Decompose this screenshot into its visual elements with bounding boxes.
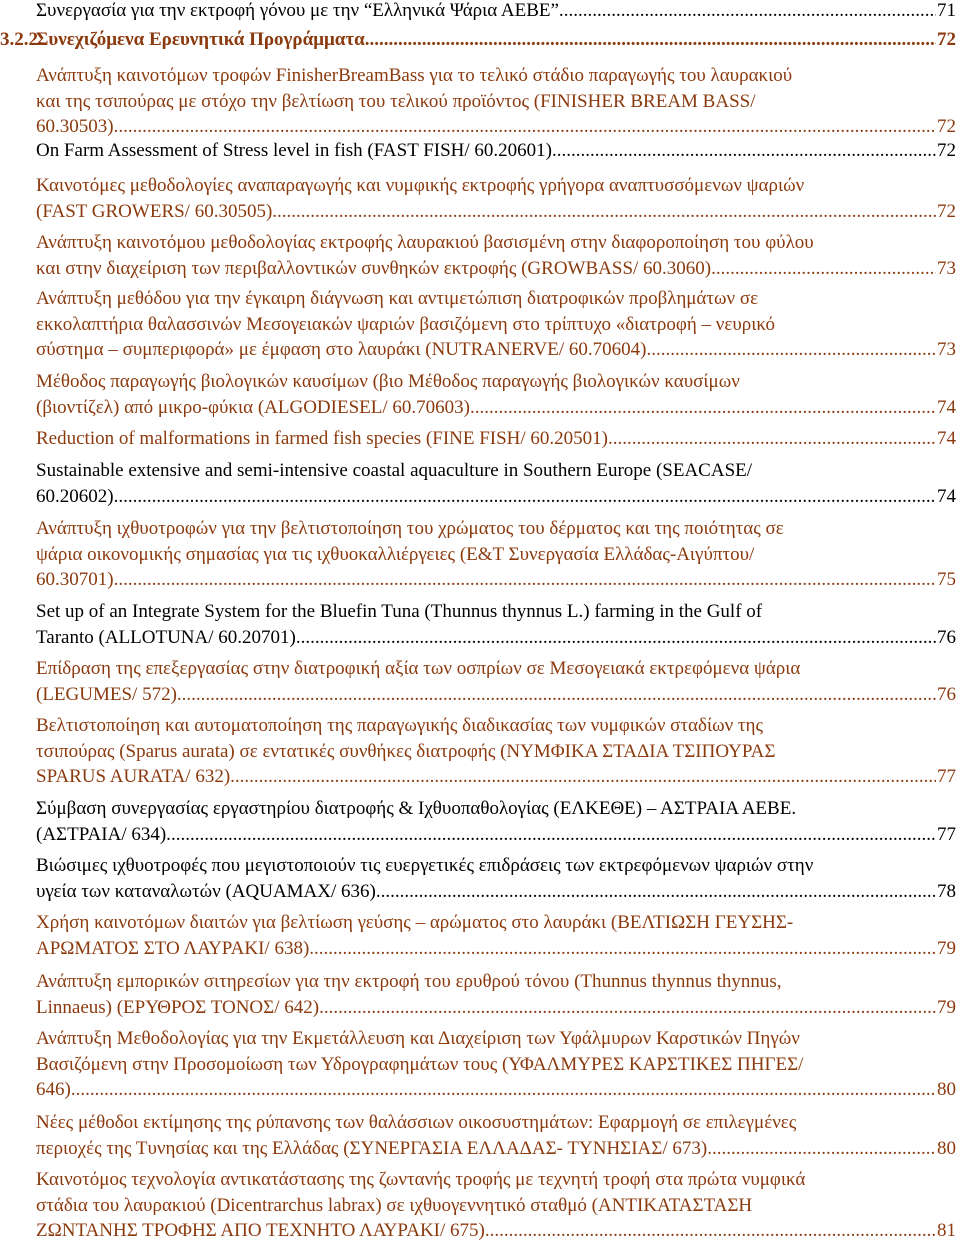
toc-entry-text	[36, 484, 114, 509]
toc-entry-text	[36, 682, 182, 707]
dot-leader	[314, 936, 936, 961]
toc-entry-text	[36, 1077, 76, 1102]
toc-entry-line: περιοχές της Τυνησίας και της Ελλάδας (ΣΥΝΕΡΓΑΣΙΑ ΕΛΛΑΔΑΣ- ΤΥΝΗΣΙΑΣ/ 673).	[36, 1137, 712, 1159]
dot-leader	[712, 1136, 936, 1161]
dot-leader	[296, 625, 936, 650]
page-number: 80	[937, 1079, 956, 1100]
page-number: 73	[937, 257, 956, 279]
toc-entry-line: ψάρια οικονομικής σημασίας για τις ιχθυοκαλλιέργειες (E&T Συνεργασία Ελλάδας-Αιγύπτου/	[36, 543, 755, 565]
toc-entry-line: Ανάπτυξη καινοτόμων τροφών FinisherBreamBass για το τελικό στάδιο παραγωγής του λαυρακιού	[36, 65, 793, 86]
toc-entry-text	[36, 879, 381, 904]
toc-entry-line: Set up of an Integrate System for the Bluefin Tuna (Thunnus thynnus L.) farming in the Gulf of	[36, 601, 763, 622]
page-number: 72	[937, 29, 956, 50]
toc-entry-line: Νέες μέθοδοι εκτίμησης της ρύπανσης των θαλάσσιων οικοσυστημάτων: Εφαρμογή σε επιλεγμένες	[36, 1112, 797, 1133]
toc-entry-line: Sustainable extensive and semi-intensive coastal aquaculture in Southern Europe (SEACASE/	[36, 460, 753, 481]
toc-entry-line: 646).	[36, 1079, 76, 1100]
page-number: 76	[937, 683, 956, 705]
dot-leader	[118, 567, 936, 592]
page-number: 78	[937, 880, 956, 902]
toc-entry-line: υγεία των καταναλωτών (AQUAMAX/ 636).	[36, 880, 381, 902]
dot-leader	[319, 995, 936, 1020]
page-number: 72	[937, 116, 956, 137]
dot-leader	[608, 426, 936, 451]
section-number: 3.2.2.	[0, 29, 43, 50]
toc-entry-line: 60.20602)	[36, 485, 114, 507]
page-number: 74	[937, 396, 956, 418]
toc-entry-line: Βελτιστοποίηση και αυτοματοποίηση της παραγωγικής διαδικασίας των νυμφικών σταδίων της	[36, 715, 764, 736]
dot-leader	[557, 138, 936, 163]
page-number: 75	[937, 569, 956, 590]
dot-leader	[118, 114, 936, 139]
toc-entry-line: Συνεργασία για την εκτροφή γόνου με την “Ελληνικά Ψάρια ΑΕΒΕ”.	[36, 0, 564, 21]
toc-entry-line: Linnaeus) (ΕΡΥΘΡΟΣ ΤΟΝΟΣ/ 642)	[36, 996, 320, 1018]
page-number: 77	[937, 766, 956, 787]
toc-entry-text	[36, 199, 272, 224]
toc-entry-line: 60.30503).	[36, 116, 119, 137]
toc-entry-line: Ανάπτυξη μεθόδου για την έγκαιρη διάγνωση και αντιμετώπιση διατροφικών προβλημάτων σε	[36, 288, 759, 309]
dot-leader	[651, 337, 936, 362]
toc-entry-text	[36, 822, 171, 847]
toc-entry-line: Συνεχιζόμενα Ερευνητικά Προγράμματα	[36, 29, 365, 50]
page-number: 80	[937, 1137, 956, 1159]
toc-entry-line: 60.30701).	[36, 569, 119, 590]
dot-leader	[564, 0, 936, 23]
dot-leader	[114, 484, 936, 509]
page-number: 76	[937, 626, 956, 648]
toc-entry-text	[36, 138, 557, 163]
toc-entry-line: Σύμβαση συνεργασίας εργαστηρίου διατροφής & Ιχθυοπαθολογίας (ΕΛΚΕΘΕ) – ΑΣΤΡΑΙΑ ΑΕΒΕ.	[36, 798, 797, 819]
toc-entry-line: στάδια του λαυρακιού (Dicentrarchus labrax) σε ιχθυογεννητικό σταθμό (ΑΝΤΙΚΑΤΑΣΤΑΣΗ	[36, 1194, 753, 1216]
dot-leader	[272, 199, 936, 224]
toc-entry-text	[36, 337, 651, 362]
toc-entry-line: (LEGUMES/ 572).	[36, 683, 182, 705]
toc-entry-line: Μέθοδος παραγωγής βιολογικών καυσίμων (βιο Μέθοδος παραγωγής βιολογικών καυσίμων	[36, 371, 740, 392]
page-number: 71	[937, 0, 956, 21]
toc-entry-text	[36, 1136, 712, 1161]
toc-entry-text	[36, 0, 564, 23]
toc-entry-line: και στην διαχείριση των περιβαλλοντικών συνθηκών εκτροφής (GROWBASS/ 60.3060).	[36, 257, 716, 279]
toc-entry-text	[36, 426, 608, 451]
dot-leader	[716, 256, 936, 281]
toc-entry-line: (βιοντίζελ) από μικρο-φύκια (ALGODIESEL/ 60.70603).	[36, 396, 475, 418]
dot-leader	[182, 682, 936, 707]
toc-entry-line: (ΑΣΤΡΑΙΑ/ 634).	[36, 823, 171, 845]
toc-entry-line: Βασιζόμενη στην Προσομοίωση των Υδρογραφημάτων τους (ΥΦΑΛΜΥΡΕΣ ΚΑΡΣΤΙΚΕΣ ΠΗΓΕΣ/	[36, 1053, 804, 1075]
toc-entry-line: Χρήση καινοτόμων διαιτών για βελτίωση γεύσης – αρώματος στο λαυράκι (ΒΕΛΤΙΩΣΗ ΓΕΥΣΗΣ-	[36, 912, 794, 933]
dot-leader	[365, 27, 936, 52]
toc-entry-text	[36, 764, 235, 789]
toc-entry-line: (FAST GROWERS/ 60.30505)	[36, 200, 273, 222]
toc-entry-line: SPARUS AURATA/ 632).	[36, 766, 235, 787]
toc-entry-line: εκκολαπτήρια θαλασσινών Μεσογειακών ψαριών βασιζόμενη στο τρίπτυχο «διατροφή – νευρικό	[36, 313, 775, 335]
toc-entry-line: ΖΩΝΤΑΝΗΣ ΤΡΟΦΗΣ ΑΠΟ ΤΕΧΝΗΤΟ ΛΑΥΡΑΚΙ/ 675).	[36, 1220, 490, 1241]
page-number: 74	[937, 428, 956, 449]
dot-leader	[235, 764, 936, 789]
toc-entry-text	[36, 395, 475, 420]
page-number: 72	[937, 140, 956, 161]
toc-entry-line: Ανάπτυξη καινοτόμου μεθοδολογίας εκτροφής λαυρακιού βασισμένη στην διαφοροποίηση του φύλου	[36, 232, 814, 253]
page-number: 77	[937, 823, 956, 845]
toc-entry-line: On Farm Assessment of Stress level in fish (FAST FISH/ 60.20601).	[36, 140, 557, 161]
toc-entry-line: και της τσιπούρας με στόχο την βελτίωση του τελικού προϊόντος (FINISHER BREAM BASS/	[36, 90, 756, 112]
page-number: 73	[937, 339, 956, 360]
page-number: 81	[937, 1220, 956, 1241]
toc-entry-line: Καινοτόμος τεχνολογία αντικατάστασης της ζωντανής τροφής με τεχνητή τροφή στα πρώτα νυμφικά	[36, 1169, 806, 1190]
toc-entry-text	[36, 936, 314, 961]
toc-entry-text	[36, 995, 319, 1020]
toc-entry-line: Taranto (ALLOTUNA/ 60.20701)	[36, 626, 296, 648]
toc-entry-line: σύστημα – συμπεριφορά» με έμφαση στο λαυράκι (NUTRANERVE/ 60.70604).	[36, 339, 652, 360]
toc-entry-text	[36, 1218, 490, 1243]
toc-entry-line: Επίδραση της επεξεργασίας στην διατροφική αξία των οσπρίων σε Μεσογειακά εκτρεφόμενα ψάρια	[36, 658, 801, 679]
page-number: 74	[937, 485, 956, 507]
toc-entry-line: Βιώσιμες ιχθυοτροφές που μεγιστοποιούν τις ευεργετικές επιδράσεις των εκτρεφόμενων ψαριών στην	[36, 855, 814, 876]
toc-entry-text	[36, 256, 716, 281]
dot-leader	[171, 822, 936, 847]
toc-entry-line: Reduction of malformations in farmed fish species (FINE FISH/ 60.20501)	[36, 428, 609, 449]
toc-entry-text	[0, 27, 365, 52]
toc-entry-line: Ανάπτυξη ιχθυοτροφών για την βελτιστοποίηση του χρώματος του δέρματος και της ποιότητας σε	[36, 518, 784, 539]
dot-leader	[490, 1218, 936, 1243]
toc-entry-line: Καινοτόμες μεθοδολογίες αναπαραγωγής και νυμφικής εκτροφής γρήγορα αναπτυσσόμενων ψαριών	[36, 175, 805, 196]
toc-entry-line: Ανάπτυξη Μεθοδολογίας για την Εκμετάλλευση και Διαχείριση των Υφάλμυρων Καρστικών Πηγών	[36, 1028, 800, 1049]
dot-leader	[475, 395, 936, 420]
toc-entry-line: Ανάπτυξη εμπορικών σιτηρεσίων για την εκτροφή του ερυθρού τόνου (Thunnus thynnus thynnus,	[36, 971, 782, 992]
toc-entry-text	[36, 625, 296, 650]
dot-leader	[76, 1077, 936, 1102]
toc-entry-text	[36, 114, 118, 139]
toc-entry-text	[36, 567, 118, 592]
page-number: 79	[937, 996, 956, 1018]
page-number: 72	[937, 200, 956, 222]
dot-leader	[381, 879, 936, 904]
toc-entry-line: τσιπούρας (Sparus aurata) σε εντατικές συνθήκες διατροφής (ΝΥΜΦΙΚΑ ΣΤΑΔΙΑ ΤΣΙΠΟΥΡΑΣ	[36, 740, 776, 762]
page-number: 79	[937, 937, 956, 959]
toc-entry-line: ΑΡΩΜΑΤΟΣ ΣΤΟ ΛΑΥΡΑΚΙ/ 638).	[36, 937, 315, 959]
